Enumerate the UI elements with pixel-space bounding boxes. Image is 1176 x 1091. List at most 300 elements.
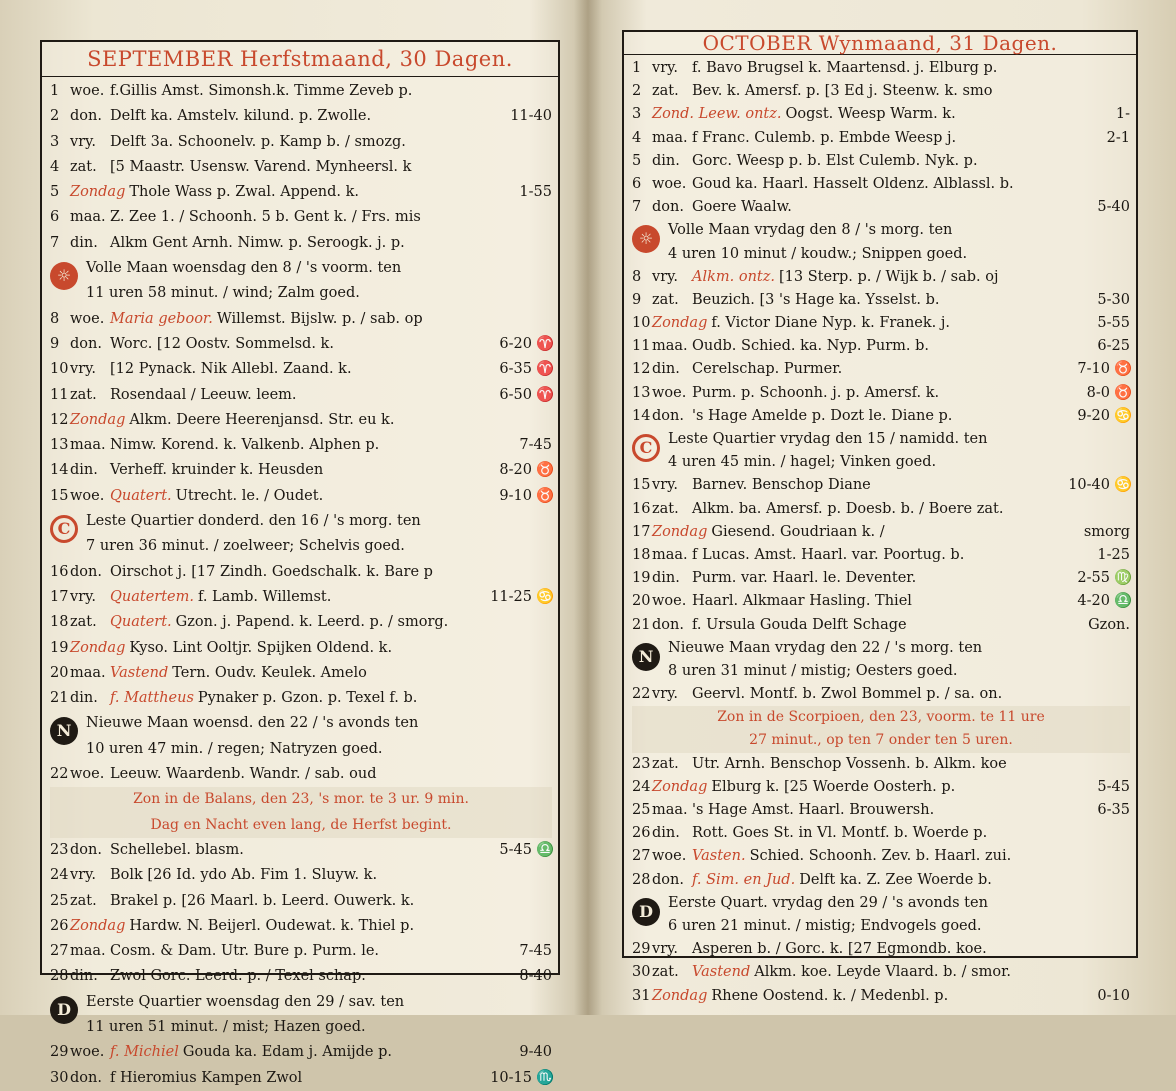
day-number: 2 — [50, 108, 60, 125]
weekday: din. — [652, 152, 680, 169]
market-entries: f Lucas. Amst. Haarl. var. Poortug. b. — [692, 546, 965, 563]
moon-phase — [50, 990, 552, 1041]
moon-phase-text — [86, 509, 552, 560]
day-number: 4 — [632, 129, 642, 146]
weekday: maa. — [652, 546, 688, 563]
moon-phase-text — [668, 892, 1130, 938]
day-row — [632, 590, 1133, 613]
day-row — [632, 822, 1130, 845]
zodiac-sign: ♎ — [536, 841, 555, 858]
zodiac-sign: ♉ — [1114, 361, 1133, 378]
day-row — [50, 79, 552, 104]
feast-label: Zondag — [70, 411, 126, 428]
day-number: 21 — [50, 690, 69, 707]
moon-time: 10-15 — [490, 1069, 532, 1086]
feast-label: Vastend — [692, 964, 751, 981]
weekday: don. — [70, 841, 102, 858]
market-entries: f Franc. Culemb. p. Embde Weesp j. — [692, 129, 957, 146]
feast-label: Quatertem. — [110, 588, 194, 605]
moon-phase-icon: N — [50, 717, 78, 745]
moon-phase-line: 7 uren 36 minut. / zoelweer; Schelvis goed. — [86, 538, 405, 555]
day-number: 29 — [632, 941, 651, 958]
weekday: woe. — [652, 848, 687, 865]
market-entries: Z. Zee 1. / Schoonh. 5 b. Gent k. / Frs. mis — [110, 209, 421, 226]
day-row — [632, 961, 1130, 984]
weekday: maa. — [70, 664, 106, 681]
market-entries: f Hieromius Kampen Zwol — [110, 1069, 303, 1086]
weekday: don. — [652, 616, 684, 633]
day-row — [50, 939, 552, 964]
day-number: 26 — [50, 917, 69, 934]
day-number: 16 — [632, 500, 651, 517]
moon-phase-text — [668, 637, 1130, 683]
market-entries: f.Gillis Amst. Simonsh.k. Timme Zeveb p. — [110, 83, 413, 99]
moon-phase — [50, 509, 552, 560]
feast-label: Maria geboor. — [110, 310, 213, 327]
day-row — [632, 985, 1130, 1008]
market-entries: Purm. var. Haarl. le. Deventer. — [692, 570, 917, 587]
day-row — [50, 408, 552, 433]
zodiac-sign: ♉ — [536, 462, 555, 479]
day-number: 13 — [50, 437, 69, 454]
moon-time: 6-25 — [1097, 338, 1130, 355]
moon-time: 1-25 — [1097, 546, 1130, 563]
zodiac-sign: ♋ — [1114, 477, 1133, 494]
day-row — [632, 474, 1133, 497]
day-row — [50, 863, 552, 888]
day-number: 10 — [50, 361, 69, 378]
day-row — [632, 614, 1130, 637]
feast-label: Zondag — [652, 315, 708, 332]
moon-phase-text — [668, 428, 1130, 474]
weekday: din. — [652, 570, 680, 587]
day-number: 12 — [50, 411, 69, 428]
day-number: 9 — [632, 291, 642, 308]
moon-time: 7-45 — [519, 437, 552, 454]
zodiac-sign: ♋ — [536, 588, 555, 605]
moon-phase-line: Leste Quartier donderd. den 16 / 's morg. ten — [86, 513, 421, 530]
market-entries: Thole Wass p. Zwal. Append. k. — [129, 184, 360, 201]
market-entries: Gzon. j. Papend. k. Leerd. p. / smorg. — [175, 614, 449, 631]
weekday: zat. — [70, 892, 97, 909]
day-row — [632, 683, 1130, 706]
day-row — [50, 889, 552, 914]
weekday: don. — [652, 871, 684, 888]
day-number: 1 — [632, 60, 642, 76]
day-number: 23 — [50, 841, 69, 858]
weekday: don. — [70, 1069, 102, 1086]
day-row — [50, 964, 552, 989]
day-number: 25 — [632, 802, 651, 819]
moon-phase — [632, 219, 1130, 265]
weekday: woe. — [652, 593, 687, 610]
market-entries: Goere Waalw. — [692, 199, 792, 216]
weekday: don. — [70, 108, 102, 125]
market-entries: Kyso. Lint Ooltjr. Spijken Oldend. k. — [129, 639, 393, 656]
market-entries: Alkm. ba. Amersf. p. Doesb. b. / Boere zat. — [692, 500, 1004, 517]
month-title: OCTOBER Wynmaand, 31 Dagen. — [624, 32, 1136, 55]
weekday: din. — [70, 690, 98, 707]
day-row — [50, 1066, 555, 1091]
market-entries: Oudb. Schied. ka. Nyp. Purm. b. — [692, 338, 930, 355]
moon-time: 5-40 — [1097, 199, 1130, 216]
market-entries: Brakel p. [26 Maarl. b. Leerd. Ouwerk. k. — [110, 892, 415, 909]
weekday: vry. — [652, 686, 678, 703]
market-entries: [13 Sterp. p. / Wijk b. / sab. oj — [779, 268, 999, 285]
moon-time: 6-20 — [499, 335, 532, 352]
day-row — [50, 433, 552, 458]
moon-phase-icon: D — [632, 898, 660, 926]
day-number: 22 — [50, 766, 69, 783]
market-entries: Tern. Oudv. Keulek. Amelo — [172, 664, 367, 681]
moon-phase-icon: C — [632, 434, 660, 462]
day-row — [50, 914, 552, 939]
moon-time: Gzon. — [1088, 616, 1130, 633]
day-row — [632, 266, 1130, 289]
day-number: 17 — [50, 588, 69, 605]
moon-phase-icon: ☼ — [50, 262, 78, 290]
market-entries: Delft ka. Amstelv. kilund. p. Zwolle. — [110, 108, 372, 125]
day-row — [632, 103, 1130, 126]
moon-phase — [632, 892, 1130, 938]
feast-label: Vastend — [110, 664, 169, 681]
moon-time: 5-45 — [1097, 778, 1130, 795]
market-entries: Giesend. Goudriaan k. / — [711, 523, 885, 540]
day-number: 7 — [632, 199, 642, 216]
day-row — [632, 405, 1133, 428]
moon-phase-icon: N — [632, 643, 660, 671]
day-row — [50, 838, 555, 863]
day-row — [632, 196, 1130, 219]
day-row — [632, 173, 1130, 196]
zodiac-sign: ♉ — [1114, 384, 1133, 401]
market-entries: Delft 3a. Schoonelv. p. Kamp b. / smozg. — [110, 133, 406, 150]
feast-label: Zondag — [70, 917, 126, 934]
weekday: maa. — [652, 129, 688, 146]
zodiac-sign: ♋ — [1114, 407, 1133, 424]
market-entries: Oogst. Weesp Warm. k. — [785, 106, 956, 123]
moon-phase-line: Volle Maan woensdag den 8 / 's voorm. ten — [86, 260, 402, 277]
weekday: maa. — [652, 338, 688, 355]
day-number: 19 — [632, 570, 651, 587]
day-number: 30 — [50, 1069, 69, 1086]
weekday: vry. — [652, 477, 678, 494]
day-row — [632, 869, 1130, 892]
zodiac-sign: ♉ — [536, 487, 555, 504]
moon-time: 2-55 — [1077, 570, 1110, 587]
day-number: 30 — [632, 964, 651, 981]
day-row — [50, 560, 552, 585]
calendar-rows — [624, 55, 1136, 1008]
feast-label: Quatert. — [110, 487, 172, 504]
day-row — [632, 80, 1130, 103]
day-row — [50, 585, 555, 610]
feast-label: f. Michiel — [110, 1044, 179, 1061]
zodiac-sign: ♎ — [1114, 593, 1133, 610]
moon-phase-text — [86, 990, 552, 1041]
moon-phase — [632, 428, 1130, 474]
weekday: zat. — [70, 158, 97, 175]
weekday: din. — [70, 462, 98, 479]
day-number: 15 — [632, 477, 651, 494]
day-number: 5 — [50, 184, 60, 201]
day-number: 15 — [50, 487, 69, 504]
moon-time: 11-25 — [490, 588, 532, 605]
day-number: 31 — [632, 987, 651, 1004]
day-number: 24 — [50, 867, 69, 884]
feast-label: Zondag — [652, 987, 708, 1004]
moon-time: 1- — [1115, 106, 1130, 123]
feast-label: Vasten. — [692, 848, 746, 865]
moon-phase-line: Nieuwe Maan woensd. den 22 / 's avonds ten — [86, 715, 419, 732]
day-number: 18 — [632, 546, 651, 563]
day-row — [632, 776, 1130, 799]
market-entries: [12 Pynack. Nik Allebl. Zaand. k. — [110, 361, 352, 378]
day-number: 6 — [632, 175, 642, 192]
day-number: 21 — [632, 616, 651, 633]
weekday: woe. — [70, 766, 105, 783]
market-entries: [5 Maastr. Usensw. Varend. Mynheersl. k — [110, 158, 412, 175]
moon-phase-icon: C — [50, 515, 78, 543]
market-entries: Haarl. Alkmaar Hasling. Thiel — [692, 593, 912, 610]
market-entries: Nimw. Korend. k. Valkenb. Alphen p. — [110, 437, 380, 454]
calendar-rows — [42, 77, 558, 1091]
market-entries: Asperen b. / Gorc. k. [27 Egmondb. koe. — [692, 941, 987, 958]
weekday: maa. — [652, 802, 688, 819]
market-entries: Beuzich. [3 's Hage ka. Ysselst. b. — [692, 291, 940, 308]
day-row — [50, 205, 552, 230]
market-entries: Zwol Gorc. Leerd. p. / Texel schap. — [110, 968, 366, 985]
day-row — [632, 127, 1130, 150]
day-row — [632, 150, 1130, 173]
day-row — [632, 358, 1133, 381]
market-entries: 's Hage Amelde p. Dozt le. Diane p. — [692, 407, 953, 424]
moon-phase-icon: D — [50, 996, 78, 1024]
page-september — [40, 40, 560, 1086]
market-entries: Worc. [12 Oostv. Sommelsd. k. — [110, 335, 334, 352]
feast-label: Zondag — [652, 778, 708, 795]
zodiac-sign: ♈ — [536, 335, 555, 352]
weekday: don. — [652, 407, 684, 424]
sun-note: Zon in de Balans, den 23, 's mor. te 3 ur. 9 min. — [50, 787, 552, 812]
weekday: zat. — [652, 83, 679, 100]
market-entries: Geervl. Montf. b. Zwol Bommel p. / sa. on. — [692, 686, 1003, 703]
market-entries: Pynaker p. Gzon. p. Texel f. b. — [197, 690, 418, 707]
moon-time: 5-45 — [499, 841, 532, 858]
moon-time: 0-10 — [1097, 987, 1130, 1004]
weekday: don. — [70, 335, 102, 352]
day-number: 23 — [632, 755, 651, 772]
moon-time: 9-40 — [519, 1044, 552, 1061]
day-row — [50, 180, 552, 205]
day-row — [632, 753, 1130, 776]
weekday: maa. — [70, 209, 106, 226]
day-row — [632, 799, 1130, 822]
market-entries: f. Ursula Gouda Delft Schage — [692, 616, 907, 633]
market-entries: Schellebel. blasm. — [110, 841, 244, 858]
weekday: vry. — [70, 588, 96, 605]
sun-note: Dag en Nacht even lang, de Herfst begint. — [50, 813, 552, 838]
sun-note: Zon in de Scorpioen, den 23, voorm. te 11 ure — [632, 706, 1130, 729]
day-row — [632, 845, 1130, 868]
moon-time: 6-35 — [1097, 802, 1130, 819]
day-row — [632, 312, 1130, 335]
moon-phase-line: 4 uren 10 minut / koudw.; Snippen goed. — [668, 245, 968, 262]
market-entries: Gouda ka. Edam j. Amijde p. — [182, 1044, 393, 1061]
day-number: 26 — [632, 825, 651, 842]
moon-phase-line: 4 uren 45 min. / hagel; Vinken goed. — [668, 454, 937, 471]
day-number: 4 — [50, 158, 60, 175]
moon-phase-text — [86, 256, 552, 307]
day-row — [50, 155, 552, 180]
market-entries: Verheff. kruinder k. Heusden — [110, 462, 324, 479]
day-row — [50, 307, 552, 332]
day-number: 13 — [632, 384, 651, 401]
moon-time: 5-55 — [1097, 315, 1130, 332]
moon-phase-line: 8 uren 31 minut / mistig; Oesters goed. — [668, 662, 958, 679]
market-entries: Elburg k. [25 Woerde Oosterh. p. — [711, 778, 956, 795]
day-row — [50, 383, 555, 408]
book-gutter — [574, 0, 602, 1015]
day-number: 14 — [50, 462, 69, 479]
market-entries: Rhene Oostend. k. / Medenbl. p. — [711, 987, 949, 1004]
moon-phase-line: 6 uren 21 minut. / mistig; Endvogels goed. — [668, 918, 982, 934]
market-entries: Schied. Schoonh. Zev. b. Haarl. zui. — [749, 848, 1012, 865]
moon-phase-text — [86, 711, 552, 762]
market-entries: f. Lamb. Willemst. — [197, 588, 332, 605]
market-entries: Delft ka. Z. Zee Woerde b. — [799, 871, 992, 888]
day-number: 27 — [50, 943, 69, 960]
day-row — [50, 1040, 552, 1065]
market-entries: Cerelschap. Purmer. — [692, 361, 843, 378]
day-number: 19 — [50, 639, 69, 656]
day-number: 29 — [50, 1044, 69, 1061]
day-number: 11 — [50, 386, 69, 403]
moon-phase — [632, 637, 1130, 683]
zodiac-sign: ♍ — [1114, 570, 1133, 587]
moon-phase-line: 10 uren 47 min. / regen; Natryzen goed. — [86, 740, 383, 757]
weekday: vry. — [70, 133, 96, 150]
day-number: 11 — [632, 338, 651, 355]
weekday: zat. — [652, 755, 679, 772]
day-number: 24 — [632, 778, 651, 795]
weekday: maa. — [70, 437, 106, 454]
day-number: 7 — [50, 234, 60, 251]
weekday: vry. — [652, 941, 678, 958]
day-number: 1 — [50, 83, 60, 99]
moon-time: 6-50 — [499, 386, 532, 403]
zodiac-sign: ♏ — [536, 1069, 555, 1086]
day-number: 10 — [632, 315, 651, 332]
weekday: din. — [652, 825, 680, 842]
feast-label: Quatert. — [110, 614, 172, 631]
weekday: din. — [70, 968, 98, 985]
weekday: din. — [652, 361, 680, 378]
weekday: zat. — [70, 614, 97, 631]
weekday: vry. — [70, 361, 96, 378]
moon-phase — [50, 711, 552, 762]
day-number: 9 — [50, 335, 60, 352]
feast-label: Zondag — [652, 523, 708, 540]
day-row — [632, 382, 1133, 405]
day-row — [632, 938, 1130, 961]
moon-phase-line: Leste Quartier vrydag den 15 / namidd. ten — [668, 431, 988, 448]
market-entries: Hardw. N. Beijerl. Oudewat. k. Thiel p. — [129, 917, 415, 934]
weekday: don. — [652, 199, 684, 216]
weekday: vry. — [70, 867, 96, 884]
day-number: 3 — [632, 106, 642, 123]
day-row — [632, 335, 1130, 358]
feast-label: Alkm. ontz. — [692, 268, 776, 285]
weekday: woe. — [70, 1044, 105, 1061]
page-october — [622, 30, 1138, 1004]
market-entries: Purm. p. Schoonh. j. p. Amersf. k. — [692, 384, 940, 401]
day-row — [632, 544, 1130, 567]
weekday: woe. — [70, 487, 105, 504]
market-entries: Goud ka. Haarl. Hasselt Oldenz. Alblassl. b. — [692, 175, 1014, 192]
market-entries: Willemst. Bijslw. p. / sab. op — [216, 310, 423, 327]
weekday: din. — [70, 234, 98, 251]
moon-time: 7-10 — [1077, 361, 1110, 378]
day-number: 28 — [50, 968, 69, 985]
day-row — [50, 458, 555, 483]
market-entries: Utrecht. le. / Oudet. — [175, 487, 324, 504]
feast-label: f. Mattheus — [110, 690, 194, 707]
day-number: 3 — [50, 133, 60, 150]
market-entries: 's Hage Amst. Haarl. Brouwersh. — [692, 802, 935, 819]
weekday: woe. — [70, 310, 105, 327]
moon-time: 9-10 — [499, 487, 532, 504]
day-number: 14 — [632, 407, 651, 424]
day-number: 20 — [632, 593, 651, 610]
weekday: vry. — [652, 60, 678, 76]
moon-phase-line: Eerste Quartier woensdag den 29 / sav. ten — [86, 993, 405, 1010]
feast-label: Zondag — [70, 639, 126, 656]
moon-phase-icon: ☼ — [632, 225, 660, 253]
market-entries: Rott. Goes St. in Vl. Montf. b. Woerde p. — [692, 825, 988, 842]
market-entries: Alkm. koe. Leyde Vlaard. b. / smor. — [754, 964, 1012, 981]
moon-time: 2-1 — [1106, 129, 1130, 146]
moon-time: 1-55 — [519, 184, 552, 201]
moon-phase-line: Nieuwe Maan vrydag den 22 / 's morg. ten — [668, 639, 983, 656]
weekday: woe. — [70, 83, 105, 99]
weekday: woe. — [652, 384, 687, 401]
moon-time: 6-35 — [499, 361, 532, 378]
day-row — [50, 130, 552, 155]
weekday: woe. — [652, 175, 687, 192]
day-number: 17 — [632, 523, 651, 540]
month-title: SEPTEMBER Herfstmaand, 30 Dagen. — [42, 42, 558, 77]
day-row — [632, 498, 1130, 521]
market-entries: Barnev. Benschop Diane — [692, 477, 871, 494]
moon-time: 8-20 — [499, 462, 532, 479]
moon-phase-line: 11 uren 58 minut. / wind; Zalm goed. — [86, 285, 360, 302]
day-number: 20 — [50, 664, 69, 681]
feast-label: Zond. Leew. ontz. — [652, 106, 782, 123]
market-entries: f. Bavo Brugsel k. Maartensd. j. Elburg p. — [692, 60, 998, 76]
day-number: 16 — [50, 563, 69, 580]
day-number: 2 — [632, 83, 642, 100]
moon-phase-line: 11 uren 51 minut. / mist; Hazen goed. — [86, 1018, 366, 1035]
day-row — [50, 357, 555, 382]
zodiac-sign: ♈ — [536, 361, 555, 378]
moon-time: 8-0 — [1086, 384, 1110, 401]
moon-time: 7-45 — [519, 943, 552, 960]
day-row — [50, 686, 552, 711]
market-entries: Bev. k. Amersf. p. [3 Ed j. Steenw. k. smo — [692, 83, 993, 100]
day-row — [632, 567, 1133, 590]
feast-label: Zondag — [70, 184, 126, 201]
